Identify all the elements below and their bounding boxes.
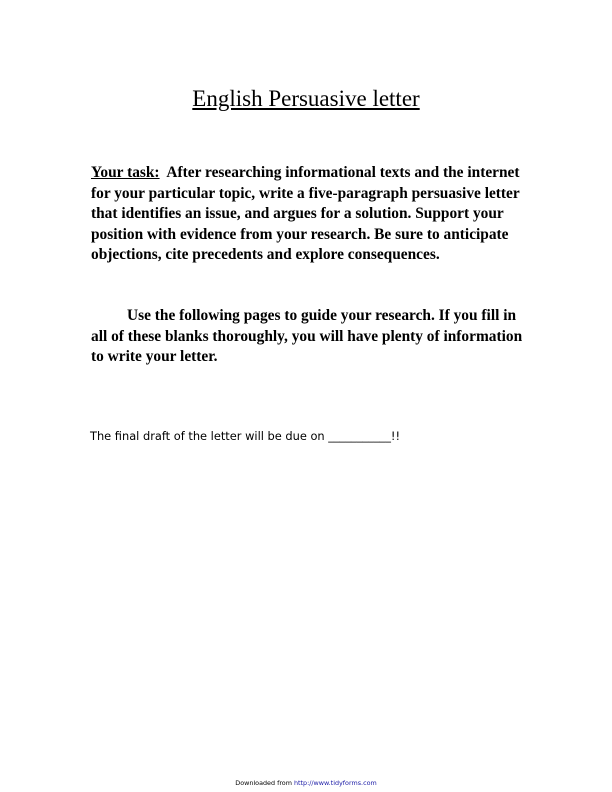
task-paragraph xyxy=(91,163,531,266)
document-title: English Persuasive letter xyxy=(192,86,420,111)
due-date-line: The final draft of the letter will be due on ___________!! xyxy=(90,429,401,443)
download-footer xyxy=(0,779,612,787)
task-label: Your task: xyxy=(91,164,160,181)
task-text: After researching informational texts and the internet for your particular topic, write a five-paragraph persuasive letter that identifies an issue, and argues for a solution. Support your position with evidence from your research. Be sure to anticipate objections, cite precedents and explore consequences. xyxy=(91,164,520,264)
guide-paragraph: Use the following pages to guide your research. If you fill in all of these blanks thoroughly, you will have plenty of information to write your letter. xyxy=(91,307,523,366)
footer-prefix: Downloaded from xyxy=(235,779,294,787)
footer-link[interactable]: http://www.tidyforms.com xyxy=(293,779,377,787)
